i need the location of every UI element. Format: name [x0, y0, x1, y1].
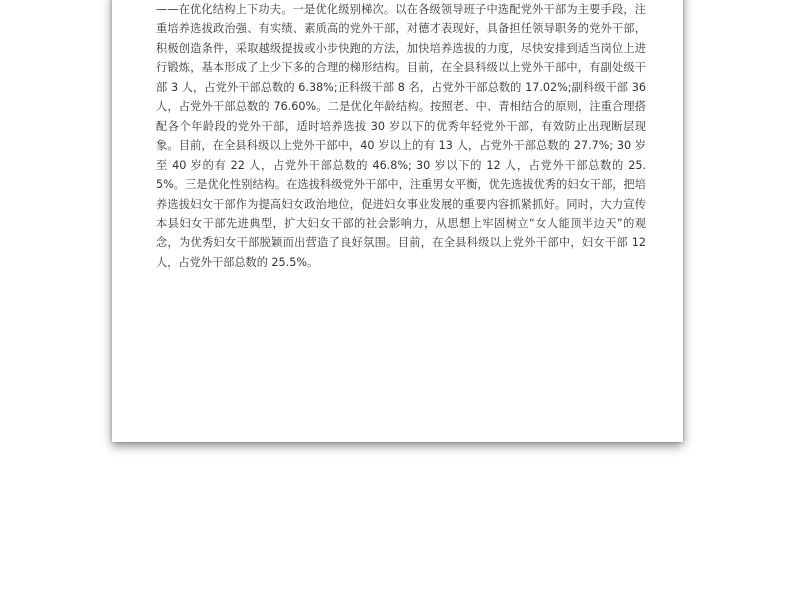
- document-page: [112, 0, 683, 442]
- body-paragraph: ——在优化结构上下功夫。一是优化级别梯次。以在各级领导班子中选配党外干部为主要手段，注重培养选拔政治强、有实绩、素质高的党外干部，对德才表现好，具备担任领导职务的党外干部，积极创造条件，采取越级提拔或小步快跑的方法，加快培养选拔的力度，尽快安排到适当岗位上进行锻炼，基本形成了上少下多的合理的梯形结构。目前，在全县科级以上党外干部中，有副处级干部 3 人，占党外干部总数的 6.38%;正科级干部 8 名，占党外干部总数的 17.02%;副科级干部 36 人，占党外干部总数的 76.60%。二是优化年龄结构。按照老、中、青相结合的原则，注重合理搭配各个年龄段的党外干部，适时培养选拔 30 岁以下的优秀年轻党外干部，有效防止出现断层现象。目前，在全县科级以上党外干部中，40 岁以上的有 13 人，占党外干部总数的 27.7%; 30 岁至 40 岁的有 22 人，占党外干部总数的 46.8%; 30 岁以下的 12 人，占党外干部总数的 25.5%。三是优化性别结构。在选拔科级党外干部中，注重男女平衡，优先选拔优秀的妇女干部，把培养选拔妇女干部作为提高妇女政治地位，促进妇女事业发展的重要内容抓紧抓好。同时，大力宣传本县妇女干部先进典型，扩大妇女干部的社会影响力，从思想上牢固树立“女人能顶半边天”的观念，为优秀妇女干部脱颖而出营造了良好氛围。目前，在全县科级以上党外干部中，妇女干部 12 人，占党外干部总数的 25.5%。: [156, 3, 646, 269]
